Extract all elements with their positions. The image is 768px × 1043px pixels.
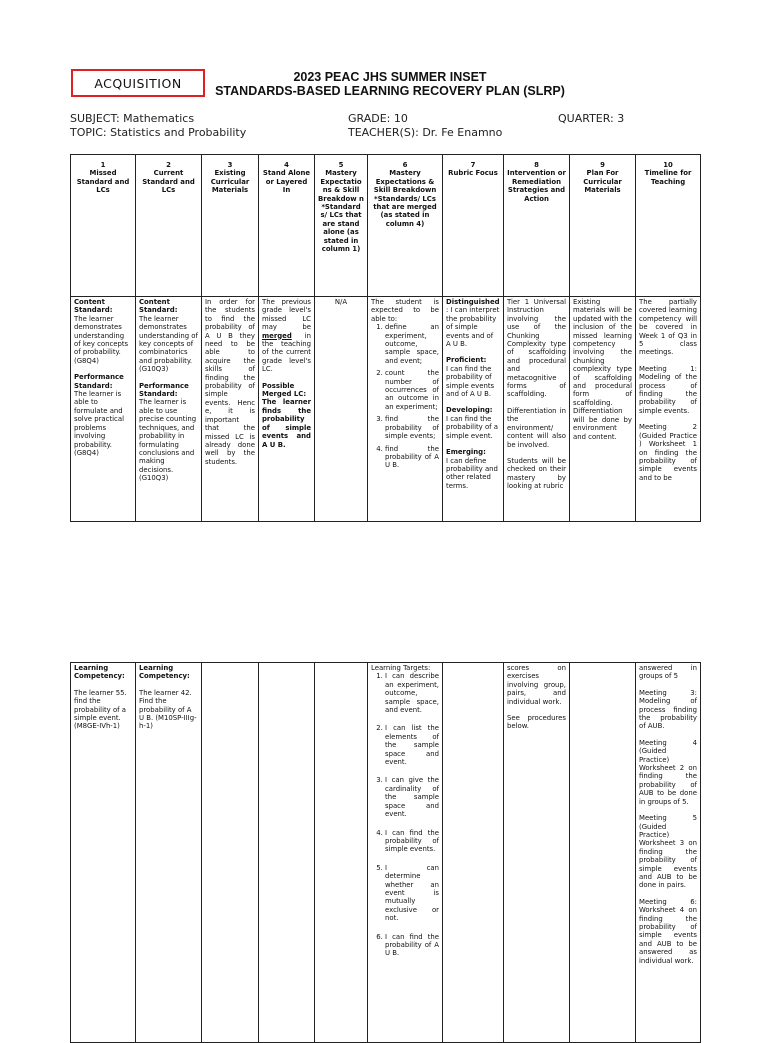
learning-targets-cell: Learning Targets: 1. I can describe an experiment, outcome, sample space, and event. 2. I can list the elements of the sample space and event. 3. I can give the cardinality of the sample space and event. 4. I can find the probability of simple events. 5. I can determine whether an event is mutually exclusive or not. 6. I can find the probability of A U B. xyxy=(368,663,443,1043)
current-lc-cell: Learning Competency: The learner 42. Find the probability of A U B. (M10SP-IIIg-h-1) xyxy=(136,663,202,1043)
empty-cell xyxy=(570,663,636,1043)
table-header-row xyxy=(71,155,701,297)
list-item: 2. count the number of occurrences of an outcome in an experiment; xyxy=(385,369,439,411)
document-subtitle: STANDARDS-BASED LEARNING RECOVERY PLAN (SLRP) xyxy=(215,84,565,98)
missed-standard-cell: Content Standard: The learner demonstrates understanding of key concepts of probability. (G8Q4) Performance Standard: The learner is able to formulate and solve practical problems involving probability. (G8Q4) xyxy=(71,297,136,522)
rubric-focus-cell: Distinguished : I can interpret the probability of simple events and of A U B. Proficient: I can find the probability of simple events and of A U B. Developing: I can find the probability of a simple event. Emerging: I can define probability and other related terms. xyxy=(443,297,504,522)
stand-alone-cell: The previous grade level's missed LC may be merged in the teaching of the current grade level's LC. Possible Merged LC: The learner finds the probability of simple events and A U B. xyxy=(259,297,315,522)
slrp-table-continued xyxy=(70,662,701,1043)
list-item: 6. I can find the probability of A U B. xyxy=(385,933,439,958)
mastery-merged-cell: The student is expected to be able to: 1. define an experiment, outcome, sample space, and event; 2. count the number of occurrences of an outcome in an experiment; 3. find the probability of simple events; 4. find the probability of A U B. xyxy=(368,297,443,522)
document-title: 2023 PEAC JHS SUMMER INSET xyxy=(293,70,487,84)
empty-cell xyxy=(259,663,315,1043)
list-item: 4. find the probability of A U B. xyxy=(385,445,439,470)
intervention-cell: Tier 1 Universal Instruction involving the use of the Chunking Complexity type of scaffolding and procedural and metacognitive forms of scaffolding. Differentiation in the environment/ content will also be involved. Students will be checked on their mastery by looking at rubric xyxy=(504,297,570,522)
intervention-cell: scores on exercises involving group, pairs, and individual work. See procedures below. xyxy=(504,663,570,1043)
empty-cell xyxy=(443,663,504,1043)
column-header: 2 Current Standard and LCs xyxy=(136,155,202,297)
column-header: 10 Timeline for Teaching xyxy=(636,155,701,297)
empty-cell xyxy=(202,663,259,1043)
column-header: 4 Stand Alone or Layered In xyxy=(259,155,315,297)
column-header: 5 Mastery Expectatio ns & Skill Breakdow n *Standard s/ LCs that are stand alone (as stated in column 1) xyxy=(315,155,368,297)
mastery-stand-alone-cell: N/A xyxy=(315,297,368,522)
column-header: 9 Plan For Curricular Materials xyxy=(570,155,636,297)
slrp-table xyxy=(70,154,701,522)
timeline-cell: The partially covered learning competency will be covered in Week 1 of Q3 in 5 class meetings. Meeting 1: Modeling of the process of finding the probability of simple events. Meeting 2 (Guided Practice ) Worksheet 1 on finding the probability of simple events and to be xyxy=(636,297,701,522)
current-standard-cell: Content Standard: The learner demonstrates understanding of key concepts of combinatorics and probability. (G10Q3) Performance Standard: The learner is able to use precise counting techniques, and probability in formulating conclusions and making decisions. (G10Q3) xyxy=(136,297,202,522)
table-row xyxy=(71,297,701,522)
list-item: 1. I can describe an experiment, outcome, sample space, and event. xyxy=(385,672,439,714)
existing-materials-cell: In order for the students to find the probability of A U B they need to be able to acquire the skills of finding the probability of simple events. Henc e, it is important that the missed LC is already done well by the students. xyxy=(202,297,259,522)
list-item: 1. define an experiment, outcome, sample space, and event; xyxy=(385,323,439,365)
table-row xyxy=(71,663,701,1043)
list-item: 2. I can list the elements of the sample space and event. xyxy=(385,724,439,766)
list-item: 3. find the probability of simple events; xyxy=(385,415,439,440)
plan-materials-cell: Existing materials will be updated with the inclusion of the missed learning competency involving the chunking complexity type of scaffolding and procedural form of scaffolding. Differentiation will be done by environment and content. xyxy=(570,297,636,522)
empty-cell xyxy=(315,663,368,1043)
topic-field: TOPIC: Statistics and Probability xyxy=(70,126,247,139)
column-header: 3 Existing Curricular Materials xyxy=(202,155,259,297)
list-item: 3. I can give the cardinality of the sample space and event. xyxy=(385,776,439,818)
teacher-field: TEACHER(S): Dr. Fe Enamno xyxy=(348,126,503,139)
column-header: 6 Mastery Expectations & Skill Breakdown *Standards/ LCs that are merged (as stated in column 4) xyxy=(368,155,443,297)
timeline-cell: answered in groups of 5 Meeting 3: Modeling of process finding the probability of AUB. Meeting 4 (Guided Practice) Worksheet 2 on finding the probability of AUB to be done in groups of 5. Meeting 5 (Guided Practice) Worksheet 3 on finding the probability of simple events and AUB to be done in pairs. Meeting 6: Worksheet 4 on finding the probability of simple events and AUB to be answered as individual work. xyxy=(636,663,701,1043)
list-item: 5. I can determine whether an event is mutually exclusive or not. xyxy=(385,864,439,923)
missed-lc-cell: Learning Competency: The learner 55. find the probability of a simple event. (M8GE-IVh-1) xyxy=(71,663,136,1043)
list-item: 4. I can find the probability of simple events. xyxy=(385,829,439,854)
acquisition-badge: ACQUISITION xyxy=(71,69,205,97)
column-header: 8 Intervention or Remediation Strategies and Action xyxy=(504,155,570,297)
column-header: 7 Rubric Focus xyxy=(443,155,504,297)
grade-field: GRADE: 10 xyxy=(348,112,408,125)
column-header: 1 Missed Standard and LCs xyxy=(71,155,136,297)
subject-field: SUBJECT: Mathematics xyxy=(70,112,195,125)
quarter-field: QUARTER: 3 xyxy=(558,112,625,125)
